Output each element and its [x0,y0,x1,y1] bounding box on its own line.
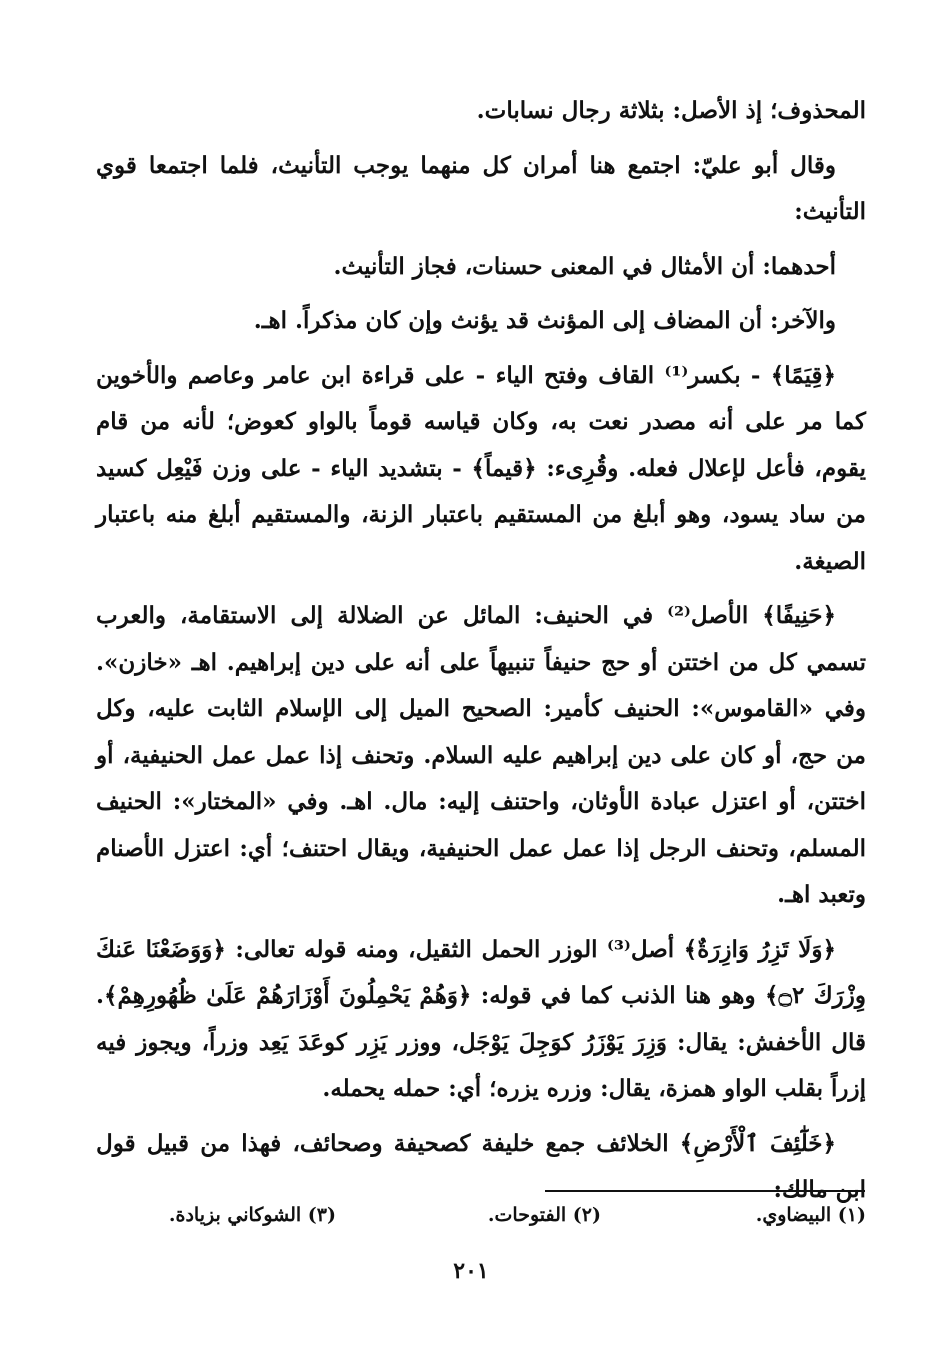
paragraph-2: وقال أبو عليّ: اجتمع هنا أمران كل منهما يوجب التأنيث، فلما اجتمعا قوي التأنيث: [96,151,866,225]
footnote-3: (٣) الشوكاني بزيادة. [168,1204,336,1226]
footnote-2: (٢) الفتوحات. [487,1204,601,1226]
paragraph-3: أحدهما: أن الأمثال في المعنى حسنات، فجاز التأنيث. [333,252,836,280]
footnote-divider [545,1190,865,1192]
footnote-1: (١) البيضاوي. [755,1204,866,1226]
paragraph-4: والآخر: أن المضاف إلى المؤنث قد يؤنث وإن كان مذكراً. اهـ. [253,307,836,334]
paragraph-1: المحذوف؛ إذ الأصل: بثلاثة رجال نسابات. [476,97,866,124]
paragraph-5: ﴿قِيَمًا﴾ - بكسر⁽¹⁾ القاف وفتح الياء - على قراءة ابن عامر وعاصم والأخوين كما مر على أنه مصدر نعت به، وكان قياسه قوماً بالواو كعوض؛ لأنه من قام يقوم، فأعل لإعلال فعله. وقُرِىء: ﴿قيماً﴾ - بتشديد الياء - على وزن فَيْعِل كسيد من ساد يسود، وهو أبلغ من المستقيم باعتبار الزنة، والمستقيم أبلغ منه باعتبار الصيغة. [96,361,866,575]
main-text [96,88,866,1214]
paragraph-8: ﴿خَلَٰٓئِفَ ٱلْأَرْضِ﴾ الخلائف جمع خليفة كصحيفة وصحائف، فهذا من قبيل قول ابن مالك: [96,1129,866,1203]
page-number: ٢٠١ [453,1258,489,1284]
footnotes [150,1204,866,1244]
paragraph-7: ﴿وَلَا تَزِرُ وَازِرَةٌ﴾ أصل⁽³⁾ الوزر الحمل الثقيل، ومنه قوله تعالى: ﴿وَوَضَعْنَا عَنكَ وِزْرَكَ ۝٢﴾ وهو هنا الذنب كما في قوله: ﴿وَهُمْ يَحْمِلُونَ أَوْزَارَهُمْ عَلَىٰ ظُهُورِهِمْ﴾. قال الأخفش: يقال: وَزِرَ يَوْزَرُ كوَجِلَ يَوْجَل، ووزر يَزِر كوعَدَ يَعِد وزراً، ويجوز فيه إزراً بقلب الواو همزة، يقال: وزره يزره؛ أي: حمله يحمله. [96,935,866,1102]
paragraph-6: ﴿حَنِيفًا﴾ الأصل⁽²⁾ في الحنيف: المائل عن الضلالة إلى الاستقامة، والعرب تسمي كل من اختتن أو حج حنيفاً تنبيهاً على أنه على دين إبراهيم. اهـ «خازن». وفي «القاموس»: الحنيف كأمير: الصحيح الميل إلى الإسلام الثابت عليه، وكل من حج، أو كان على دين إبراهيم عليه السلام. وتحنف إذا عمل عمل الحنيفية، أو اختتن، أو اعتزل عبادة الأوثان، واحتنف إليه: مال. اهـ. وفي «المختار»: الحنيف المسلم، وتحنف الرجل إذا عمل عمل الحنيفية، ويقال احتنف؛ أي: اعتزل الأصنام وتعبد اهـ. [96,602,866,908]
